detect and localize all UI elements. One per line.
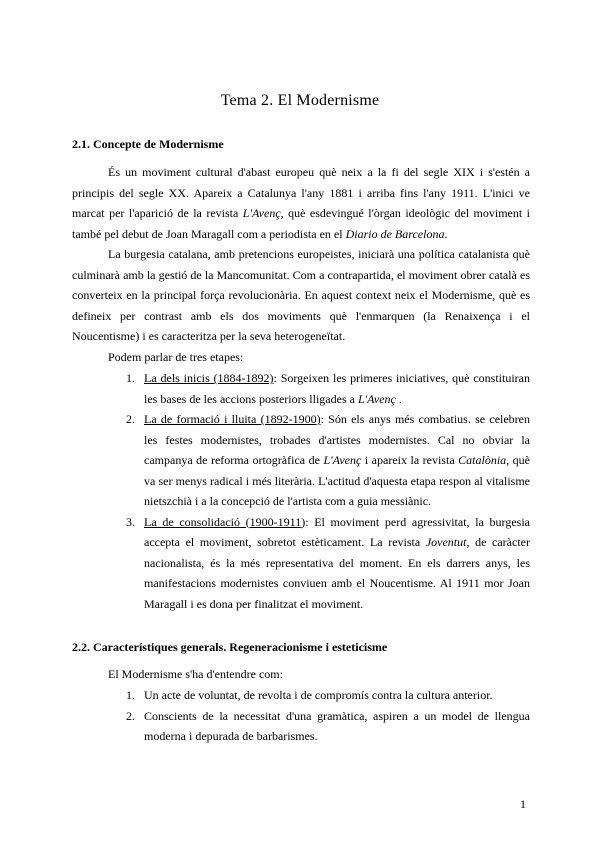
paragraph-intro: És un moviment cultural d'abast europeu què neix a la fi del segle XIX i s'estén a principis del segle XX. Apareix a Catalunya l'any 1881 i arriba fins l'any 1911. L'inici ve marcat per l'aparició de la revista L'Avenç, què esdevingué l'òrgan ideològic del moviment i també pel debut de Joan Maragall com a periodista en el Diario de Barcelona. <box>72 165 530 241</box>
section-heading-concepte: 2.1. Concepte de Modernisme <box>72 137 224 151</box>
list-item: 3. La de consolidació (1900-1911): El moviment perd agressivitat, la burgesia accepta el moviment, sobretot estèticament. La revista Joventut, de caràcter nacionalista, és la més representativa del moment. En els darrers anys, les manifestacions modernistes conviuen amb el Noucentisme. Al 1911 mor Joan Maragall i es dona per finalitzat el moviment. <box>126 514 530 611</box>
journal-title: L'Avenç <box>242 206 281 220</box>
characteristics-list <box>72 685 530 747</box>
paragraph-etapes-intro: Podem parlar de tres etapes: <box>108 350 244 364</box>
paragraph-caracteristiques-intro: El Modernisme s'ha d'entendre com: <box>108 667 283 681</box>
paragraph-burgesia: La burgesia catalana, amb pretencions europeistes, iniciarà una política catalanista què culminarà amb la gestió de la Mancomunitat. Com a contrapartida, el moviment obrer català es converteix en la principal força revolucionària. En aquest context neix el Modernisme, què es defineix per contrast amb els dos moviments què l'enmarquen (la Renaixença i el Noucentisme) i es caracteritza per la seva heterogeneïtat. <box>72 247 530 343</box>
stage-label: La de formació i lluita (1892-1900) <box>144 412 321 426</box>
list-item: 2. La de formació i lluita (1892-1900): Són els anys més combatius. se celebren les festes modernistes, trobades d'artistes modernistes. Cal no obviar la campanya de reforma ortogràfica de L'Avenç i apareix la revista Catalònia, què va ser menys radical i més literària. L'actitud d'aquesta etapa respon al vitalisme nietszchià i a la concepció de l'artista com a guia messiànic. <box>126 412 531 508</box>
list-item: 1. La dels inicis (1884-1892): Sorgeixen les primeres iniciatives, què constituiran les bases de les accions posteriors lligades a L'Avenç . <box>126 371 530 406</box>
section-heading-caracteristiques: 2.2. Característiques generals. Regeneracionisme i esteticisme <box>72 640 388 654</box>
list-item: 2. Conscients de la necessitat d'una gramàtica, aspiren a un model de llengua moderna i depurada de barbarismes. <box>126 708 530 743</box>
page-number: 1 <box>520 797 526 811</box>
newspaper-title: Diario de Barcelona <box>345 226 445 241</box>
document-title: Tema 2. El Modernisme <box>220 92 380 109</box>
list-item: 1. Un acte de voluntat, de revolta i de compromís contra la cultura anterior. <box>126 688 493 702</box>
stage-label: La dels inicis (1884-1892) <box>144 371 274 385</box>
stages-list <box>72 368 530 614</box>
stage-label: La de consolidació (1900-1911) <box>144 514 306 529</box>
